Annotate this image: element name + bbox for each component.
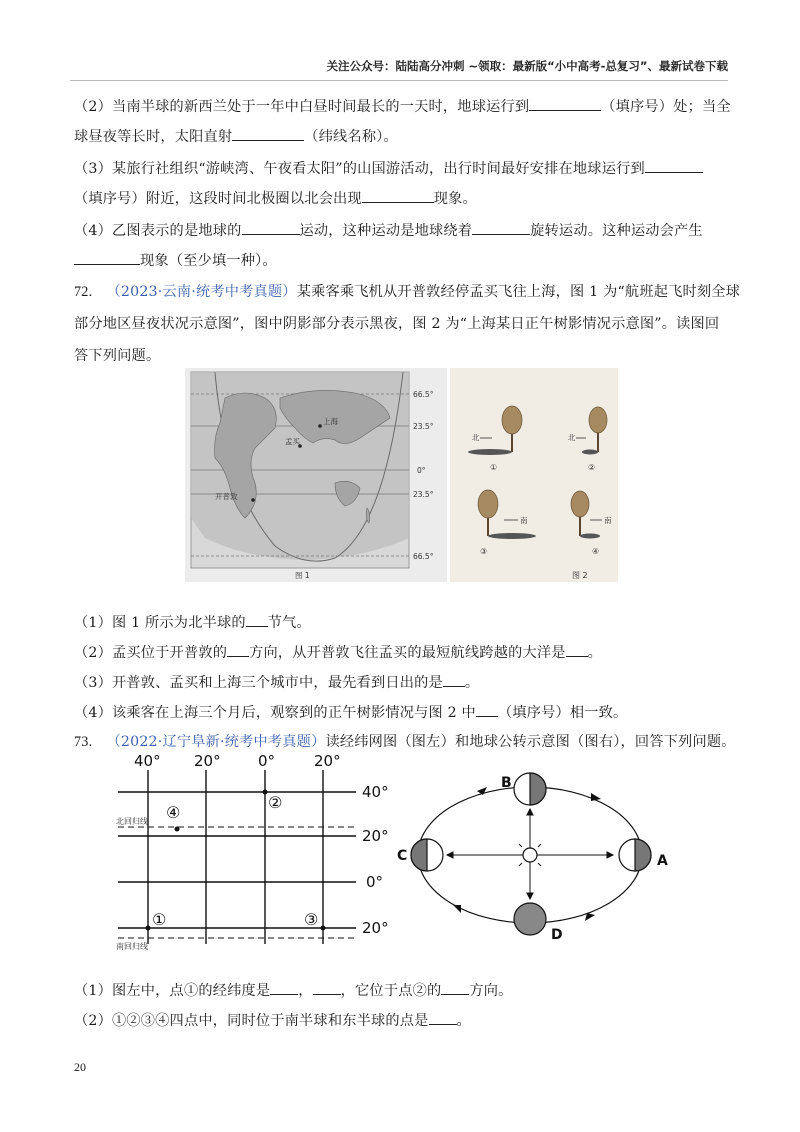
q73-source: （2022·辽宁阜新·统考中考真题） xyxy=(106,734,326,750)
q72-part1: （1）图 1 所示为北半球的 节气。 xyxy=(74,612,734,633)
lat-label: 0° xyxy=(366,873,384,891)
north-label: 北 xyxy=(472,433,480,442)
answer-blank[interactable] xyxy=(441,980,469,995)
lon-label: 20° xyxy=(314,752,341,770)
header-rule xyxy=(70,80,728,81)
lat-label: 20° xyxy=(362,827,389,845)
fig1-lat-label: 23.5° xyxy=(413,490,434,499)
q71-part4-line1: （4）乙图表示的是地球的 运动，这种运动是地球绕着 旋转运动。这种运动会产生 xyxy=(74,220,734,241)
q72-stem-line1: 72. （2023·云南·统考中考真题）某乘客乘飞机从开普敦经停孟买飞往上海，图 1 为“航班起飞时刻全球 xyxy=(74,284,741,300)
point-2: ② xyxy=(268,793,283,812)
fig1-lat-label: 23.5° xyxy=(413,422,434,431)
figure-latlong-grid xyxy=(110,752,400,952)
answer-blank[interactable] xyxy=(242,220,300,235)
fig1-place-shanghai: 上海 xyxy=(323,417,338,426)
answer-blank[interactable] xyxy=(362,188,434,203)
point-1: ① xyxy=(152,910,167,929)
fig1-lat-label: 0° xyxy=(417,466,426,475)
lon-label: 20° xyxy=(194,752,221,770)
orbit-label-b: B xyxy=(501,775,512,791)
q71-part4-line2: 现象（至少填一种）。 xyxy=(74,250,734,271)
point-3: ③ xyxy=(304,910,319,929)
q71-part2-line1: （2）当南半球的新西兰处于一年中白昼时间最长的一天时，地球运行到 （填序号）处；当全 xyxy=(74,96,734,117)
tropic-south-label: 南回归线 xyxy=(116,942,148,951)
orbit-label-a: A xyxy=(657,853,668,869)
page-header: 关注公众号：陆陆高分冲刺 ~领取：最新版“小中高考-总复习”、最新试卷下载 xyxy=(326,59,728,73)
q71-part3-line1: （3）某旅行社组织“游峡湾、午夜看太阳”的山国游活动，出行时间最好安排在地球运行到 xyxy=(74,158,734,179)
lon-label: 40° xyxy=(134,752,161,770)
q71-part2-line2: 球昼夜等长时，太阳直射 （纬线名称）。 xyxy=(74,126,734,147)
q72-source: （2023·云南·统考中考真题） xyxy=(106,284,297,300)
south-label: 南 xyxy=(520,516,528,525)
orbit-label-d: D xyxy=(551,927,563,943)
fig2-label: ③ xyxy=(480,547,488,556)
fig1-lat-label: 66.5° xyxy=(413,390,434,399)
lat-label: 40° xyxy=(362,783,389,801)
q72-stem-line2: 部分地区昼夜状况示意图”，图中阴影部分表示黑夜，图 2 为“上海某日正午树影情况示意图”。读图回 xyxy=(74,316,720,332)
figure2-tree-shadows xyxy=(450,368,618,582)
fig2-label: ① xyxy=(490,463,498,472)
answer-blank[interactable] xyxy=(227,642,249,657)
answer-blank[interactable] xyxy=(232,126,304,141)
fig1-lat-label: 66.5° xyxy=(413,552,434,561)
answer-blank[interactable] xyxy=(429,1010,457,1025)
fig1-place-capetown: 开普敦 xyxy=(215,492,238,501)
fig2-label: ④ xyxy=(592,547,600,556)
answer-blank[interactable] xyxy=(645,158,703,173)
answer-blank[interactable] xyxy=(529,96,601,111)
answer-blank[interactable] xyxy=(443,672,465,687)
lon-label: 0° xyxy=(258,752,276,770)
fig2-caption: 图 2 xyxy=(572,571,588,580)
fig2-label: ② xyxy=(588,463,596,472)
answer-blank[interactable] xyxy=(74,250,140,265)
page-number: 20 xyxy=(74,1060,86,1074)
q73-stem: 73. （2022·辽宁阜新·统考中考真题）读经纬网图（图左）和地球公转示意图（图右），回答下列问题。 xyxy=(74,734,736,750)
tropic-north-label: 北回归线 xyxy=(116,817,148,826)
south-label: 南 xyxy=(604,516,612,525)
q72-stem-line3: 答下列问题。 xyxy=(74,348,161,364)
answer-blank[interactable] xyxy=(270,980,298,995)
q72-part4: （4）该乘客在上海三个月后，观察到的正午树影情况与图 2 中 （填序号）相一致。 xyxy=(74,702,734,723)
q73-part1: （1）图左中，点①的经纬度是 ， ，它位于点②的 方向。 xyxy=(74,980,734,1001)
answer-blank[interactable] xyxy=(472,220,530,235)
q72-part2: （2）孟买位于开普敦的 方向，从开普敦飞往孟买的最短航线跨越的大洋是 。 xyxy=(74,642,734,663)
fig1-place-mumbai: 孟买 xyxy=(285,437,300,446)
q71-part3-line2: （填序号）附近，这段时间北极圈以北会出现 现象。 xyxy=(74,188,734,209)
q72-part3: （3）开普敦、孟买和上海三个城市中，最先看到日出的是 。 xyxy=(74,672,734,693)
answer-blank[interactable] xyxy=(566,642,588,657)
lat-label: 20° xyxy=(362,919,389,937)
orbit-label-c: C xyxy=(397,848,408,864)
answer-blank[interactable] xyxy=(313,980,341,995)
fig1-caption: 图 1 xyxy=(295,571,310,580)
point-4: ④ xyxy=(166,803,181,822)
answer-blank[interactable] xyxy=(246,612,268,627)
north-label: 北 xyxy=(568,433,576,442)
figure-earth-orbit xyxy=(395,765,685,945)
figure1-day-night-map xyxy=(185,368,447,582)
q73-part2: （2）①②③④四点中，同时位于南半球和东半球的点是 。 xyxy=(74,1010,734,1031)
answer-blank[interactable] xyxy=(476,702,498,717)
